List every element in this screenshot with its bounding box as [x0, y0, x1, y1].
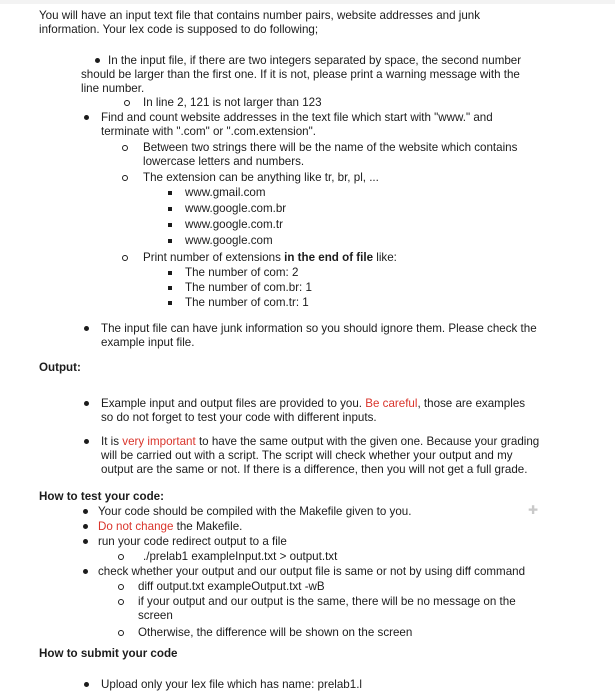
- square-bullet: [168, 191, 172, 195]
- sub3-suffix: like:: [373, 251, 397, 264]
- req3-line-2: example input file.: [101, 336, 195, 349]
- b2-post: to have the same output with the given one. Because your grading: [195, 435, 540, 448]
- sub-bullet: [124, 100, 130, 106]
- test-b4: check whether your output and our output file is same or not by using diff command: [98, 565, 526, 578]
- sub-bullet: [118, 554, 124, 560]
- bullet: [95, 58, 100, 63]
- bullet: [84, 401, 89, 406]
- test-b4-sub-3: Otherwise, the difference will be shown on the screen: [138, 626, 413, 639]
- output-b2-line-1: [101, 435, 539, 449]
- sub-bullet: [122, 255, 128, 261]
- req2-line-2: terminate with ".com" or ".com.extension".: [101, 125, 316, 138]
- req2-sub1-line-1: Between two strings there will be the name of the website which contains: [143, 141, 518, 154]
- sub-bullet: [118, 630, 124, 636]
- test-b4-sub-2-line-1: if your output and our output is the same, there will be no message on the: [138, 595, 516, 608]
- sub3-prefix: Print number of extensions: [143, 251, 285, 264]
- test-b4-sub-1: diff output.txt exampleOutput.txt -wB: [138, 580, 325, 593]
- bullet: [83, 539, 88, 544]
- do-not-change-text: Do not change: [98, 520, 174, 533]
- bullet: [83, 569, 88, 574]
- output-b1-line-2: so do not forget to test your code with different inputs.: [101, 411, 377, 424]
- bullet: [84, 682, 89, 687]
- plus-icon: ✚: [528, 503, 539, 517]
- test-b3: run your code redirect output to a file: [98, 535, 287, 548]
- bullet: [83, 524, 88, 529]
- bullet: [84, 439, 89, 444]
- b1-post: , those are examples: [417, 397, 526, 410]
- count-line: The number of com.tr: 1: [185, 296, 309, 309]
- test-heading: How to test your code:: [39, 490, 164, 503]
- square-bullet: [168, 301, 172, 305]
- output-b2-line-3: output are the same or not. If there is a difference, then you will not get a full grade.: [101, 463, 528, 476]
- sub-bullet: [118, 599, 124, 605]
- req2-sub-2: The extension can be anything like tr, br, pl, ...: [143, 171, 379, 184]
- b2-pre: It is: [101, 435, 123, 448]
- sub-bullet: [122, 175, 128, 181]
- bullet: [83, 509, 88, 514]
- req2-line-1: Find and count website addresses in the text file which start with "www." and: [101, 111, 493, 124]
- submit-heading: How to submit your code: [39, 647, 178, 660]
- square-bullet: [168, 286, 172, 290]
- example-url: www.google.com.br: [185, 202, 287, 215]
- example-url: www.gmail.com: [185, 186, 266, 199]
- submit-b1: Upload only your lex file which has name: prelab1.l: [101, 678, 363, 691]
- b2-post: the Makefile.: [173, 520, 243, 533]
- square-bullet: [168, 239, 172, 243]
- count-line: The number of com: 2: [185, 266, 299, 279]
- test-b3-sub: ./prelab1 exampleInput.txt > output.txt: [143, 550, 338, 563]
- b1-pre: Example input and output files are provided to you.: [101, 397, 366, 410]
- req1-line-2: should be larger than the first one. If it is not, please print a warning message with the: [81, 68, 520, 81]
- req2-sub-3: [143, 251, 397, 265]
- sub-bullet: [118, 584, 124, 590]
- sub3-bold: in the end of file: [284, 251, 374, 264]
- square-bullet: [168, 271, 172, 275]
- bullet: [84, 326, 89, 331]
- sub-bullet: [122, 145, 128, 151]
- req1-sub-1: In line 2, 121 is not larger than 123: [143, 96, 322, 109]
- test-b2: [98, 520, 242, 534]
- very-important-text: very important: [122, 435, 196, 448]
- output-b2-line-2: will be carried out with a script. The script will check whether your output and my: [101, 449, 513, 462]
- intro-line-2: information. Your lex code is supposed to do following;: [39, 23, 319, 36]
- square-bullet: [168, 207, 172, 211]
- req3-line-1: The input file can have junk information so you should ignore them. Please check the: [101, 322, 537, 335]
- output-heading: Output:: [39, 361, 81, 374]
- req1-line-1: In the input file, if there are two integers separated by space, the second number: [108, 54, 522, 67]
- bullet: [84, 115, 89, 120]
- test-b4-sub-2-line-2: screen: [138, 609, 173, 622]
- count-line: The number of com.br: 1: [185, 281, 312, 294]
- example-url: www.google.com: [185, 234, 273, 247]
- req1-line-3: line number.: [81, 82, 145, 95]
- test-b1: Your code should be compiled with the Makefile given to you.: [98, 505, 412, 518]
- top-border: [0, 0, 615, 4]
- be-careful-text: Be careful: [365, 397, 418, 410]
- example-url: www.google.com.tr: [185, 218, 283, 231]
- output-b1-line-1: [101, 397, 525, 411]
- intro-line-1: You will have an input text file that contains number pairs, website addresses and junk: [39, 9, 481, 22]
- square-bullet: [168, 223, 172, 227]
- req2-sub1-line-2: lowercase letters and numbers.: [143, 155, 305, 168]
